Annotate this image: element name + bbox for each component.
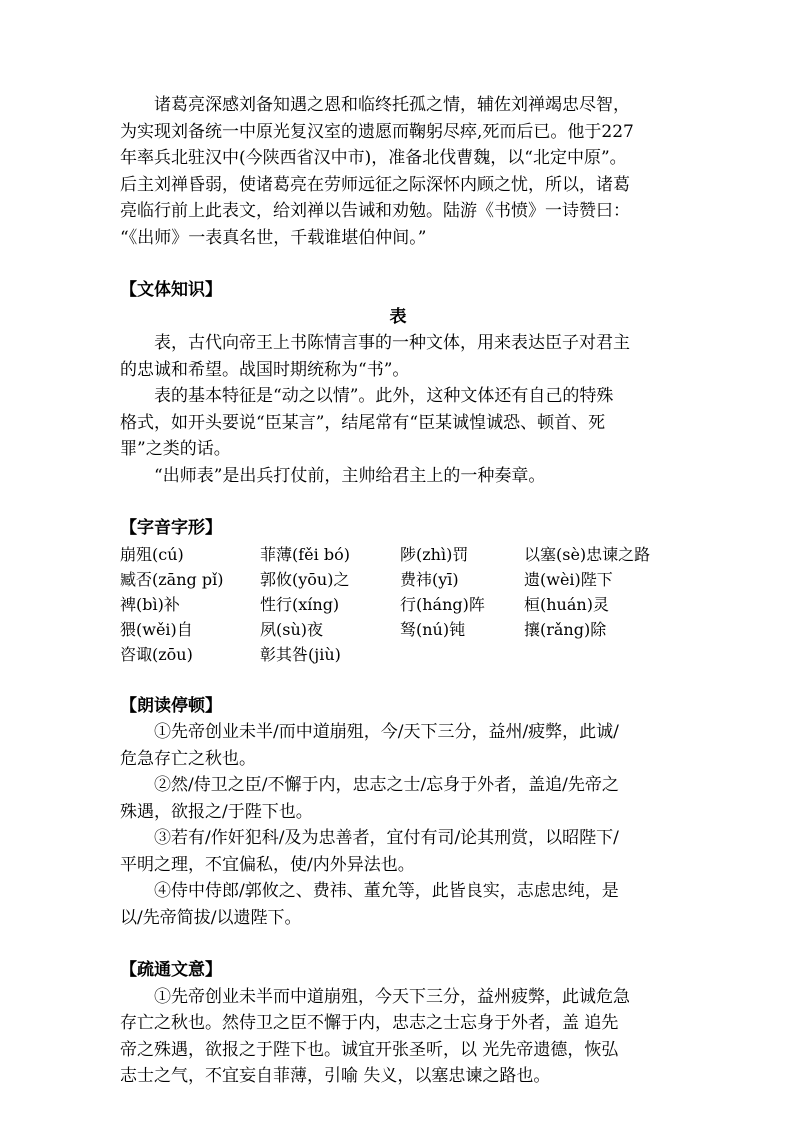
intro-line: “《出师》一表真名世，千载谁堪伯仲间。” <box>120 227 427 248</box>
genre-line: “出师表”是出兵打仗前，主帅给君主上的一种奏章。 <box>154 465 546 486</box>
meaning-line: ①先帝创业未半而中道崩殂，今天下三分，益州疲弊，此诚危急 <box>154 986 630 1007</box>
reading-line: 平明之理，不宜偏私，使/内外异法也。 <box>120 854 415 875</box>
section-heading-meaning: 【疏通文意】 <box>120 960 222 980</box>
meaning-line: 志士之气，不宜妄自菲薄，引喻 失义，以塞忠谏之路也。 <box>120 1066 551 1086</box>
genre-line: 格式，如开头要说“臣某言”，结尾常有“臣某诚惶诚恐、顿首、死 <box>120 412 606 433</box>
meaning-line: 存亡之秋也。然侍卫之臣不懈于内，忠志之士忘身于外者，盖 追先 <box>120 1013 619 1033</box>
document-content <box>120 92 676 1090</box>
vocab-item: 郭攸(yōu)之 <box>260 569 350 589</box>
pronunciation-section <box>120 515 676 667</box>
vocab-item: 以塞(sè)忠谏之路 <box>524 544 651 564</box>
intro-line: 后主刘禅昏弱，使诸葛亮在劳师远征之际深怀内顾之忧，所以，诸葛 <box>120 174 630 195</box>
vocab-grid <box>120 542 676 667</box>
section-heading-genre: 【文体知识】 <box>120 280 222 300</box>
reading-line: ④侍中侍郎/郭攸之、费祎、董允等，此皆良实，志虑忠纯，是 <box>154 881 619 901</box>
genre-line: 表的基本特征是“动之以情”。此外，这种文体还有自己的特殊 <box>154 386 614 406</box>
vocab-item: 攘(rǎng)除 <box>524 619 607 639</box>
reading-line: 以/先帝简拔/以遗陛下。 <box>120 907 302 928</box>
genre-line: 罪”之类的话。 <box>120 439 231 459</box>
intro-line: 诸葛亮深感刘备知遇之恩和临终托孤之情，辅佐刘禅竭忠尽智， <box>154 95 630 115</box>
vocab-item: 猥(wěi)自 <box>120 619 193 639</box>
vocab-item: 裨(bì)补 <box>120 594 180 614</box>
intro-line: 为实现刘备统一中原光复汉室的遗愿而鞠躬尽瘁,死而后已。他于227 <box>120 121 634 142</box>
vocab-item: 夙(sù)夜 <box>260 619 324 639</box>
vocab-item: 行(háng)阵 <box>400 594 485 614</box>
meaning-line: 帝之殊遇，欲报之于陛下也。诚宜开张圣听，以 光先帝遗德，恢弘 <box>120 1039 619 1060</box>
intro-line: 年率兵北驻汉中(今陕西省汉中市)，准备北伐曹魏，以“北定中原”。 <box>120 148 627 168</box>
vocab-item: 彰其咎(jiù) <box>260 644 341 664</box>
vocab-item: 陟(zhì)罚 <box>400 544 469 564</box>
reading-line: ②然/侍卫之臣/不懈于内，忠志之士/忘身于外者，盖追/先帝之 <box>154 775 619 795</box>
reading-line: ③若有/作奸犯科/及为忠善者，宜付有司/论其刑赏，以昭陛下/ <box>154 828 619 848</box>
vocab-item: 性行(xíng) <box>260 594 340 614</box>
vocab-item: 遗(wèi)陛下 <box>524 569 613 589</box>
vocab-item: 驽(nú)钝 <box>400 619 466 639</box>
vocab-item: 费祎(yī) <box>400 569 459 589</box>
vocab-item: 桓(huán)灵 <box>524 594 609 614</box>
vocab-item: 菲薄(fěi bó) <box>260 544 350 564</box>
genre-line: 的忠诚和希望。战国时期统称为“书”。 <box>120 359 410 380</box>
reading-line: 殊遇，欲报之/于陛下也。 <box>120 801 313 822</box>
vocab-item: 臧否(zāng pǐ) <box>120 569 224 589</box>
intro-paragraph <box>120 92 676 251</box>
genre-section <box>120 277 676 489</box>
meaning-section <box>120 957 676 1090</box>
intro-line: 亮临行前上此表文，给刘禅以告诫和劝勉。陆游《书愤》一诗赞曰： <box>120 201 630 221</box>
vocab-item: 崩殂(cú) <box>120 544 184 564</box>
section-heading-pronunciation: 【字音字形】 <box>120 518 222 538</box>
genre-line: 表，古代向帝王上书陈情言事的一种文体，用来表达臣子对君主 <box>154 333 630 353</box>
reading-line: ①先帝创业未半/而中道崩殂，今/天下三分，益州/疲弊，此诚/ <box>154 722 619 742</box>
vocab-item: 咨诹(zōu) <box>120 644 193 664</box>
reading-section <box>120 693 676 932</box>
reading-line: 危急存亡之秋也。 <box>120 748 256 769</box>
section-heading-reading: 【朗读停顿】 <box>120 695 222 716</box>
genre-title: 表 <box>389 306 407 327</box>
